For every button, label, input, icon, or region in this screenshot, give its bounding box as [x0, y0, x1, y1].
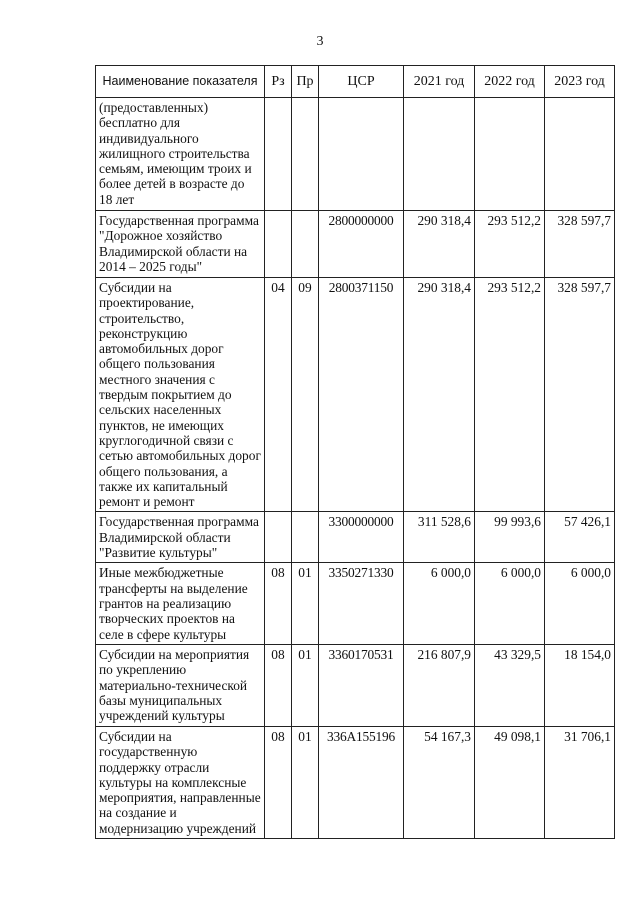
amount-2023	[545, 98, 615, 211]
header-year-2022: 2022 год	[475, 66, 545, 98]
indicator-name: Субсидии на проектирование, строительство, реконструкцию автомобильных дорог общего пользования местного значения с твердым покрытием до сельских населенных пунктов, не имеющих круглогодичной связи с сетью автомобильных дорог общего пользования, а также их капитальный ремонт и ремонт	[96, 278, 265, 512]
header-year-2023: 2023 год	[545, 66, 615, 98]
amount-2023: 6 000,0	[545, 563, 615, 644]
subsection-code	[292, 211, 319, 278]
subsection-code: 09	[292, 278, 319, 512]
indicator-name: (предоставленных) бесплатно для индивидуального жилищного строительства семьям, имеющим троих и более детей в возрасте до 18 лет	[96, 98, 265, 211]
indicator-name: Государственная программа Владимирской области "Развитие культуры"	[96, 512, 265, 563]
amount-2023: 328 597,7	[545, 211, 615, 278]
table-row	[96, 278, 615, 512]
subsection-code: 01	[292, 644, 319, 726]
target-article-code: 3350271330	[319, 563, 404, 644]
header-section: Рз	[265, 66, 292, 98]
target-article-code: 336A155196	[319, 726, 404, 838]
amount-2022	[475, 98, 545, 211]
header-subsection: Пр	[292, 66, 319, 98]
target-article-code: 2800000000	[319, 211, 404, 278]
amount-2023: 57 426,1	[545, 512, 615, 563]
target-article-code: 3300000000	[319, 512, 404, 563]
amount-2022: 43 329,5	[475, 644, 545, 726]
table-row	[96, 644, 615, 726]
section-code	[265, 211, 292, 278]
amount-2022: 99 993,6	[475, 512, 545, 563]
section-code: 04	[265, 278, 292, 512]
subsection-code	[292, 512, 319, 563]
header-indicator-name: Наименование показателя	[96, 66, 265, 98]
subsection-code: 01	[292, 563, 319, 644]
indicator-name: Государственная программа "Дорожное хозяйство Владимирской области на 2014 – 2025 годы"	[96, 211, 265, 278]
table-row	[96, 563, 615, 644]
section-code: 08	[265, 563, 292, 644]
header-year-2021: 2021 год	[404, 66, 475, 98]
amount-2021: 290 318,4	[404, 211, 475, 278]
amount-2023: 31 706,1	[545, 726, 615, 838]
amount-2021	[404, 98, 475, 211]
amount-2022: 293 512,2	[475, 211, 545, 278]
budget-table	[95, 65, 615, 839]
indicator-name: Субсидии на мероприятия по укреплению материально-технической базы муниципальных учреждений культуры	[96, 644, 265, 726]
table-row	[96, 211, 615, 278]
subsection-code	[292, 98, 319, 211]
target-article-code: 2800371150	[319, 278, 404, 512]
section-code: 08	[265, 726, 292, 838]
table-row	[96, 726, 615, 838]
table-header-row	[96, 66, 615, 98]
target-article-code: 3360170531	[319, 644, 404, 726]
amount-2022: 293 512,2	[475, 278, 545, 512]
amount-2021: 311 528,6	[404, 512, 475, 563]
amount-2021: 6 000,0	[404, 563, 475, 644]
target-article-code	[319, 98, 404, 211]
amount-2021: 290 318,4	[404, 278, 475, 512]
header-target-article: ЦСР	[319, 66, 404, 98]
indicator-name: Иные межбюджетные трансферты на выделение грантов на реализацию творческих проектов на селе в сфере культуры	[96, 563, 265, 644]
page-number: 3	[316, 34, 324, 49]
amount-2023: 328 597,7	[545, 278, 615, 512]
amount-2021: 216 807,9	[404, 644, 475, 726]
subsection-code: 01	[292, 726, 319, 838]
amount-2023: 18 154,0	[545, 644, 615, 726]
indicator-name: Субсидии на государственную поддержку отрасли культуры на комплексные мероприятия, направленные на создание и модернизацию учреждений	[96, 726, 265, 838]
section-code: 08	[265, 644, 292, 726]
section-code	[265, 512, 292, 563]
section-code	[265, 98, 292, 211]
amount-2021: 54 167,3	[404, 726, 475, 838]
amount-2022: 49 098,1	[475, 726, 545, 838]
table-row	[96, 512, 615, 563]
table-row	[96, 98, 615, 211]
amount-2022: 6 000,0	[475, 563, 545, 644]
